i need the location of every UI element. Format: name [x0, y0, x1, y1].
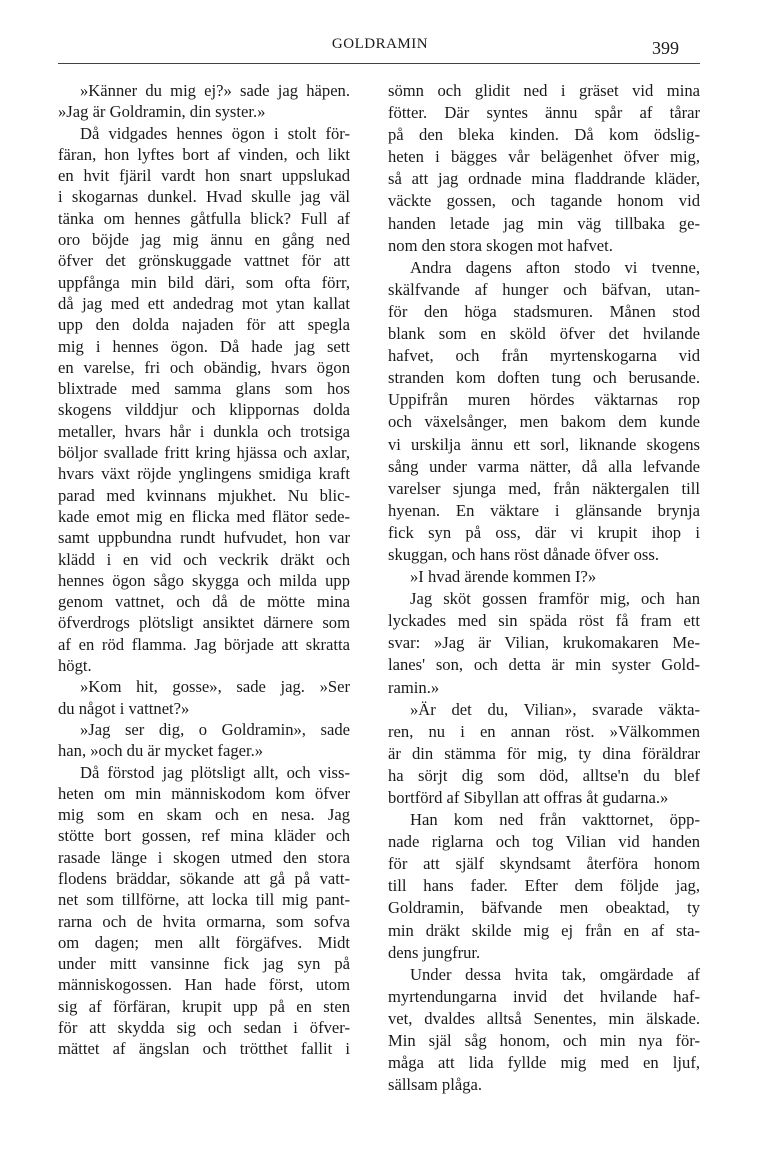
text-line: af en röd flamma. Jag började att skratta — [58, 634, 350, 654]
text-line: »Kom hit, gosse», sade jag. »Ser — [80, 677, 350, 697]
text-line: skogens vilddjur och klippornas dolda — [58, 400, 350, 420]
text-line: rasade länge i skogen utmed den stora — [58, 847, 350, 867]
text-line: till hans fader. Efter dem följde jag, — [388, 876, 700, 896]
text-line: ha sörjt dig som död, alltse'n du blef — [388, 765, 700, 785]
text-line: min dräkt skilde mig ej från en af sta- — [388, 920, 700, 940]
text-line: samt uppbundna rundt hufvudet, hon var — [58, 528, 350, 548]
text-line: lanes' son, och detta är min syster Gold- — [388, 655, 700, 675]
text-line: flodens bräddar, sökande att gå på vatt- — [58, 868, 350, 888]
text-line: skälfvande af hunger och bäfvan, utan- — [388, 279, 700, 299]
text-line: blixtrade med samma glans som hos — [58, 379, 350, 399]
text-line: så att jag ordnade mina fladdrande kläder, — [388, 169, 700, 189]
text-line: »I hvad ärende kommen I?» — [410, 567, 597, 587]
text-line: hennes ögon sågo skygga och milda upp — [58, 570, 350, 590]
text-line: ramin.» — [388, 677, 440, 697]
text-line: nade riglarna och tog Vilian vid handen — [388, 832, 700, 852]
text-line: en hvit fjäril vardt hon snart uppslukad — [58, 166, 350, 186]
text-line: fick syn på oss, där vi krupit ihop i — [388, 522, 700, 542]
header-rule — [58, 63, 700, 64]
text-line: Han kom ned från vakttornet, öpp- — [410, 810, 700, 830]
text-line: öfver det grönskuggade vattnet för att — [58, 251, 350, 271]
text-line: människogossen. Han hade först, utom — [58, 975, 350, 995]
text-line: parad med kvinnans mjukhet. Nu blic- — [58, 485, 350, 505]
text-line: Andra dagens afton stodo vi tvenne, — [410, 257, 700, 277]
page-number: 399 — [652, 38, 679, 58]
text-line: i skogarnas dunkel. Hvad skulle jag väl — [58, 187, 350, 207]
text-line: färan, hon lyftes bort af vinden, och likt — [58, 144, 350, 164]
text-line: »Känner du mig ej?» sade jag häpen. — [80, 81, 350, 100]
text-line: lyckades med sin späda röst få fram ett — [388, 611, 700, 631]
text-line: rarna och de hvita ormarna, som sofva — [58, 911, 350, 931]
text-line: heten i bägges vår belägenhet öfver mig, — [388, 147, 700, 167]
text-line: klädd i en vid och veckrik dräkt och — [58, 549, 350, 569]
paragraph — [388, 80, 700, 257]
paragraph — [58, 762, 350, 1060]
text-line: du något i vattnet?» — [58, 698, 190, 718]
text-line: för den höga stadsmuren. Månen stod — [388, 301, 700, 321]
text-line: tänka om hennes gåtfulla blick? Full af — [58, 208, 350, 228]
text-line: net som tillförne, att locka till mig pant- — [58, 890, 350, 910]
text-line: svar: »Jag är Vilian, krukomakaren Me- — [388, 633, 700, 653]
text-line: mättet af ängslan och trötthet fallit i — [58, 1039, 350, 1059]
text-line: då jag med ett andedrag mot ytan kallat — [58, 293, 350, 313]
left-column — [58, 80, 350, 1060]
text-line: blank som en sköld öfver det hvilande — [388, 324, 700, 344]
paragraph — [388, 588, 700, 698]
text-line: måga att lida fyllde mig med en ljuf, — [388, 1053, 700, 1073]
text-line: upp den dolda najaden för att spegla — [58, 315, 350, 335]
text-line: vet, dvaldes alltså Senentes, min älskade. — [388, 1008, 700, 1028]
text-line: sång under varma nätter, då alla lefvande — [388, 456, 700, 476]
paragraph — [388, 964, 700, 1097]
text-line: Då förstod jag plötsligt allt, och viss- — [80, 762, 350, 782]
paragraph — [388, 257, 700, 566]
text-line: Jag sköt gossen framför mig, och han — [410, 589, 700, 609]
text-line: ren, nu i en annan röst. »Välkommen — [388, 721, 700, 741]
text-line: nom den stora skogen mot hafvet. — [388, 235, 613, 255]
text-line: kade emot mig en flicka med flätor sede- — [58, 506, 350, 526]
text-line: oro böjde jag mig ännu en gång ned — [58, 230, 350, 250]
text-line: böljor svallade fritt kring hjässa och axlar, — [58, 443, 350, 463]
paragraph — [388, 566, 700, 588]
text-line: om dagen; men allt förgäfves. Midt — [58, 932, 350, 952]
paragraph — [58, 123, 350, 677]
text-line: Då vidgades hennes ögon i stolt för- — [80, 123, 350, 143]
text-line: för att skydda sig och sedan i öfver- — [58, 1018, 350, 1038]
text-line: mig i hennes ögon. Då hade jag sett — [58, 336, 350, 356]
text-line: stranden kom doften tung och berusande. — [388, 368, 700, 388]
text-line: heten om min människodom kom öfver — [58, 783, 350, 803]
text-line: hyenan. En väktare i glänsande brynja — [388, 500, 700, 520]
text-line: bortförd af Sibyllan att offras åt gudarna.» — [388, 788, 669, 807]
text-line: stötte bort gossen, ref mina kläder och — [58, 826, 350, 846]
text-line: »Jag ser dig, o Goldramin», sade — [80, 719, 350, 739]
text-line: »Jag är Goldramin, din syster.» — [58, 102, 266, 122]
paragraph — [58, 719, 350, 762]
text-line: öfverdrogs plötsligt ansiktet därnere som — [58, 613, 350, 633]
text-line: skuggan, och hans röst dånade öfver oss. — [388, 544, 659, 564]
text-line: på den bleka kinden. Då kom ödslig- — [388, 125, 700, 145]
paragraph — [58, 676, 350, 719]
text-line: Goldramin, bäfvande men obeaktad, ty — [388, 898, 700, 918]
text-line: myrtendungarna invid det hvilande haf- — [388, 986, 700, 1006]
paragraph — [388, 809, 700, 964]
text-line: varelser sjunga med, från näktergalen till — [388, 478, 700, 498]
text-line: Uppifrån muren hördes väktarnas rop — [388, 390, 700, 410]
text-line: uppfånga min bild däri, som ofta förr, — [58, 272, 350, 292]
text-line: dens jungfrur. — [388, 942, 481, 962]
paragraph — [58, 80, 350, 123]
text-line: mig som en skam och en nesa. Jag — [58, 805, 350, 825]
text-line: Min själ såg honom, och min nya för- — [388, 1031, 700, 1051]
text-line: vi urskilja ännu ett sorl, liknande skogens — [388, 434, 700, 454]
text-line: högt. — [58, 656, 92, 676]
text-line: under mitt vansinne fick jag syn på — [58, 954, 350, 974]
text-line: och växelsånger, men bakom dem kunde — [388, 412, 700, 432]
text-line: hvars växt röjde ynglingens smidiga kraft — [58, 464, 350, 484]
text-line: Under dessa hvita tak, omgärdade af — [410, 964, 700, 984]
text-line: en varelse, fri och obändig, hvars ögon — [58, 357, 350, 377]
text-line: är din stämma för mig, ty dina föräldrar — [388, 743, 700, 763]
text-line: för att själf skyndsamt återföra honom — [388, 854, 700, 874]
text-line: sömn och glidit ned i gräset vid mina — [388, 81, 700, 100]
text-line: »Är det du, Vilian», svarade väkta- — [410, 699, 700, 719]
right-column — [388, 80, 700, 1096]
text-line: handen letade jag min väg tillbaka ge- — [388, 213, 700, 233]
text-line: genom vattnet, och då de mötte mina — [58, 592, 350, 612]
text-line: fötter. Där syntes ännu spår af tårar — [388, 103, 700, 123]
text-line: väckte gossen, och tagande honom vid — [388, 191, 700, 211]
text-line: han, »och du är mycket fager.» — [58, 741, 264, 761]
text-line: metaller, hvars hår i dunkla och trotsiga — [58, 421, 350, 441]
running-header-title: GOLDRAMIN — [331, 36, 429, 52]
text-line: sig af förfäran, krupit upp på en sten — [58, 996, 350, 1016]
text-line: sällsam plåga. — [388, 1075, 483, 1095]
text-line: hafvet, och från myrtenskogarna vid — [388, 346, 700, 366]
paragraph — [388, 699, 700, 809]
